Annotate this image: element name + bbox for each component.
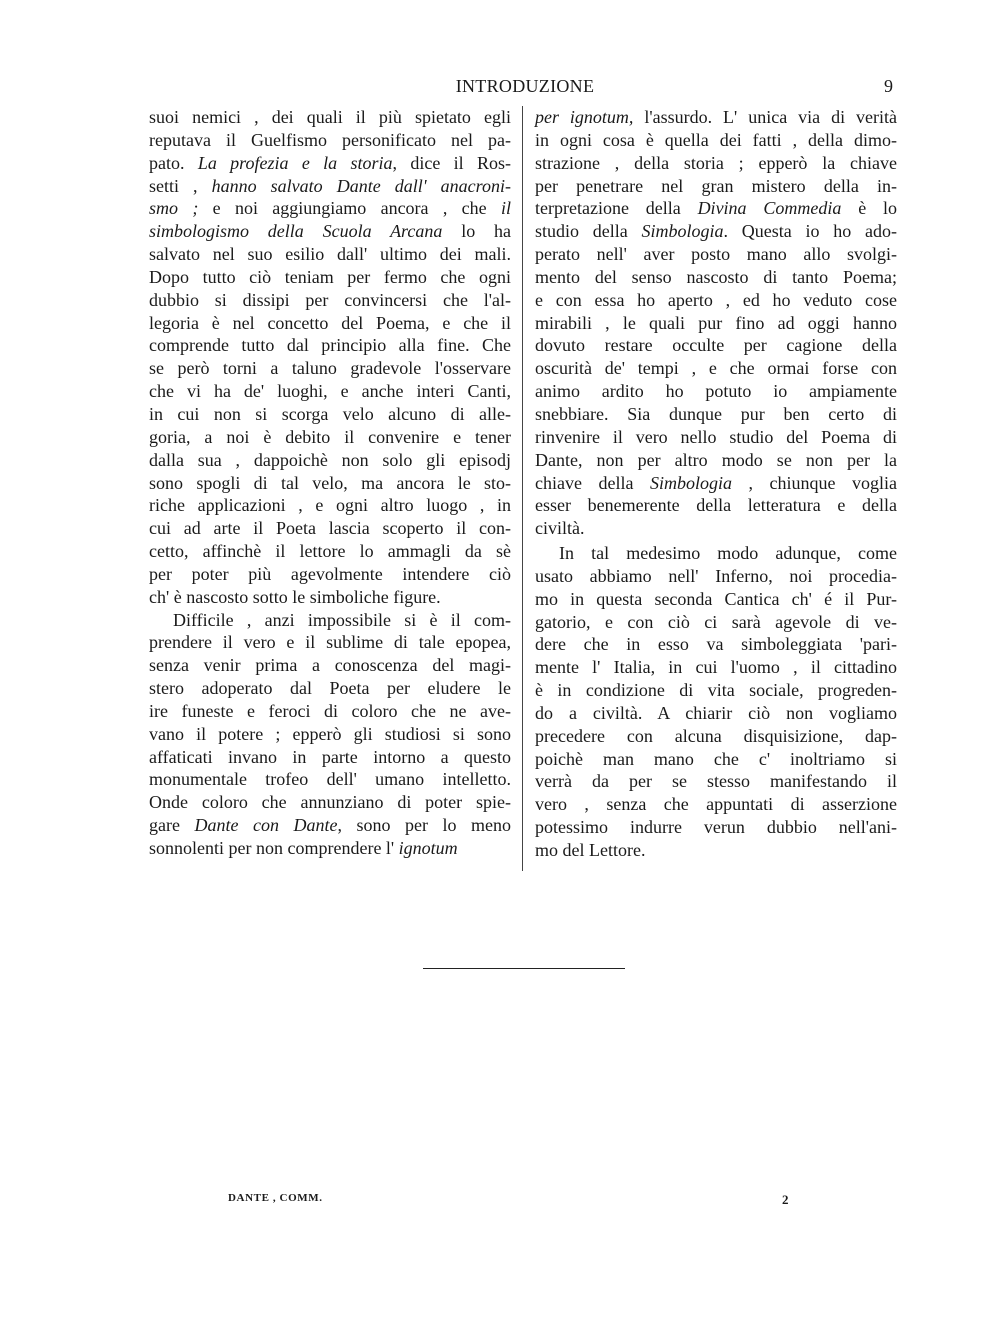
text-segment: , chiunque voglia	[731, 472, 897, 493]
text-segment: prendere il vero e il sublime di tale epopea,	[149, 632, 511, 653]
text-segment: è lo	[841, 198, 898, 219]
text-segment: lo ha	[442, 221, 511, 242]
text-segment: vano il potere ; epperò gli studiosi si sono	[149, 723, 511, 744]
text-segment: precedere con alcuna disquisizione, dap-	[535, 725, 897, 746]
text-line	[535, 289, 897, 312]
text-segment: dovuto restare occulte per cagione della	[535, 335, 897, 356]
text-line	[149, 609, 511, 632]
text-line	[535, 702, 897, 725]
text-segment: comprende tutto dal principio alla fine. Che	[149, 335, 511, 356]
text-segment: chiave della	[535, 472, 650, 493]
text-line	[149, 814, 511, 837]
text-segment: animo ardito ho potuto io ampiamente	[535, 381, 897, 402]
text-line	[149, 494, 511, 517]
text-segment: mente l' Italia, in cui l'uomo , il cittadino	[535, 657, 897, 678]
text-line	[149, 723, 511, 746]
text-segment: Dante, non per altro modo se non per la	[535, 449, 897, 470]
text-segment: dalla sua , dappoichè non solo gli episodj	[149, 449, 511, 470]
text-line	[149, 791, 511, 814]
text-line	[149, 129, 511, 152]
text-segment: , sono per lo meno	[337, 815, 511, 836]
text-segment: legoria è nel concetto del Poema, e che il	[149, 312, 511, 333]
text-segment: salvato nel suo esilio dall' ultimo dei mali.	[149, 244, 511, 265]
text-segment: terpretazione della	[535, 198, 698, 219]
text-segment: ire funeste e feroci di coloro che ne ave-	[149, 700, 511, 721]
text-segment: monumentale trofeo dell' umano intelletto.	[149, 769, 511, 790]
text-segment: cui ad arte il Poeta lascia scoperto il con-	[149, 518, 511, 539]
text-segment: snebbiare. Sia dunque pur ben certo di	[535, 403, 897, 424]
text-segment: civiltà.	[535, 518, 585, 539]
text-line	[149, 768, 511, 791]
italic-text: Dante con Dante	[194, 815, 338, 836]
text-segment: senza venir prima a conoscenza del magi-	[149, 655, 511, 676]
running-head: INTRODUZIONE	[455, 76, 595, 96]
italic-text: il	[500, 198, 511, 219]
text-segment: setti ,	[149, 175, 212, 196]
text-line	[535, 748, 897, 771]
text-line	[149, 106, 511, 129]
text-segment: poichè man mano che c' inoltriamo si	[535, 748, 897, 769]
text-segment: mo in questa seconda Cantica ch' é il Pur-	[535, 588, 897, 609]
text-line	[535, 403, 897, 426]
text-line	[149, 563, 511, 586]
text-line	[149, 837, 511, 860]
italic-text: La profezia e la storia	[197, 152, 393, 173]
text-segment: l'assurdo. L' unica via di verità	[633, 107, 897, 127]
left-column	[149, 106, 511, 860]
text-line	[149, 517, 511, 540]
text-segment: . Questa io ho ado-	[723, 221, 897, 242]
text-segment: , dice il Ros-	[392, 152, 511, 173]
text-segment: che vi ha de' luoghi, e anche interi Canti,	[149, 381, 511, 402]
text-segment: sonnolenti per non comprendere l'	[149, 838, 399, 858]
text-line	[149, 677, 511, 700]
text-segment: se però torni a taluno gradevole l'osservare	[149, 358, 511, 379]
text-line	[149, 289, 511, 312]
text-line	[535, 152, 897, 175]
text-line	[535, 426, 897, 449]
text-line	[149, 380, 511, 403]
text-line	[535, 380, 897, 403]
text-segment: strazione , della storia ; epperò la chiave	[535, 152, 897, 173]
text-line	[535, 494, 897, 517]
text-line	[535, 770, 897, 793]
text-line	[149, 403, 511, 426]
text-line	[149, 746, 511, 769]
text-line	[149, 700, 511, 723]
text-line	[149, 540, 511, 563]
text-line	[535, 197, 897, 220]
text-segment: verrà da per se stesso manifestando il	[535, 771, 897, 792]
italic-text: Simbologia	[649, 472, 732, 493]
text-segment: gatorio, e con ciò ci sarà agevole di ve-	[535, 611, 897, 632]
text-line	[149, 312, 511, 335]
text-line	[535, 793, 897, 816]
italic-text: hanno salvato Dante dall' anacroni-	[211, 175, 511, 196]
text-line	[535, 334, 897, 357]
text-segment: mo del Lettore.	[535, 840, 646, 860]
text-segment: è in condizione di vita sociale, progreden-	[535, 680, 897, 701]
text-segment: in ogni cosa è quella dei fatti , della dimo-	[535, 129, 897, 150]
text-line	[149, 449, 511, 472]
text-line	[535, 679, 897, 702]
text-segment: e con essa ho aperto , ed ho veduto cose	[535, 289, 897, 310]
text-line	[149, 175, 511, 198]
text-segment: studio della	[535, 221, 642, 242]
text-segment: Dopo tutto ciò teniam per fermo che ogni	[149, 266, 511, 287]
text-line	[149, 654, 511, 677]
text-segment: cetto, affinchè il lettore lo ammagli da sè	[149, 541, 511, 562]
text-segment: esser benemerente della letteratura e della	[535, 495, 897, 516]
text-segment: in cui non si scorga velo alcuno di alle-	[149, 403, 511, 424]
text-segment: Onde coloro che annunziano di poter spie-	[149, 792, 511, 813]
text-line	[149, 243, 511, 266]
text-line	[535, 839, 897, 862]
text-line	[149, 631, 511, 654]
text-segment: Difficile , anzi impossibile si è il com-	[173, 609, 511, 630]
text-line	[535, 129, 897, 152]
text-segment: dere che in esso va simboleggiata 'pari-	[535, 634, 897, 655]
text-segment: sono spogli di tal velo, ma ancora le sto-	[149, 472, 511, 493]
text-segment: pato.	[149, 152, 198, 173]
italic-text: smo ;	[149, 198, 199, 219]
text-line	[535, 449, 897, 472]
text-segment: dubbio si dissipi per convincersi che l'al-	[149, 289, 511, 310]
text-line	[535, 472, 897, 495]
text-segment: per poter più agevolmente intendere ciò	[149, 563, 511, 584]
text-segment: suoi nemici , dei quali il più spietato egli	[149, 107, 511, 127]
text-segment: In tal medesimo modo adunque, come	[559, 543, 897, 564]
right-column	[535, 106, 897, 862]
text-line	[149, 426, 511, 449]
text-line	[535, 542, 897, 565]
text-segment: ch' è nascosto sotto le simboliche figure.	[149, 586, 441, 607]
text-segment: e noi aggiungiamo ancora , che	[198, 198, 501, 219]
text-segment: potessimo indurre verun dubbio nell'ani-	[535, 817, 897, 838]
text-line	[535, 656, 897, 679]
text-segment: riche applicazioni , e ogni altro luogo , in	[149, 495, 511, 516]
column-divider	[522, 106, 523, 871]
italic-text: ignotum	[398, 838, 458, 858]
text-line	[149, 357, 511, 380]
text-line	[149, 334, 511, 357]
footer-sheet-number: 2	[782, 1192, 790, 1207]
text-segment: per penetrare nel gran mistero della in-	[535, 175, 897, 196]
text-line	[535, 565, 897, 588]
text-line	[535, 633, 897, 656]
text-segment: usato abbiamo nell' Inferno, noi procedia-	[535, 565, 897, 586]
text-segment: oscurità de' tempi , e che ormai forse con	[535, 358, 897, 379]
text-line	[149, 266, 511, 289]
page-number: 9	[884, 76, 894, 96]
italic-text: per ignotum,	[535, 107, 634, 127]
text-segment: mento del senso nascosto di tanto Poema;	[535, 266, 897, 287]
text-line	[535, 357, 897, 380]
text-line	[535, 816, 897, 839]
text-line	[149, 152, 511, 175]
text-line	[535, 588, 897, 611]
text-segment: goria, a noi è debito il convenire e tener	[149, 426, 511, 447]
text-line	[535, 725, 897, 748]
text-segment: rinvenire il vero nello studio del Poema di	[535, 426, 897, 447]
section-end-rule	[423, 968, 625, 969]
text-segment: affaticati invano in parte intorno a questo	[149, 746, 511, 767]
text-line	[149, 586, 511, 609]
text-segment: vero , senza che appuntati di asserzione	[535, 794, 897, 815]
text-line	[535, 243, 897, 266]
italic-text: simbologismo della Scuola Arcana	[149, 221, 443, 242]
text-line	[149, 472, 511, 495]
text-segment: gare	[149, 815, 195, 836]
text-line	[535, 517, 897, 540]
text-line	[149, 197, 511, 220]
text-line	[149, 220, 511, 243]
text-segment: do a civiltà. A chiarir ciò non vogliamo	[535, 702, 897, 723]
text-segment: reputava il Guelfismo personificato nel pa-	[149, 129, 511, 150]
text-segment: perato nell' aver posto mano allo svolgi-	[535, 244, 897, 265]
italic-text: Divina Commedia	[697, 198, 842, 219]
text-line	[535, 611, 897, 634]
text-line	[535, 106, 897, 129]
text-line	[535, 312, 897, 335]
footer-signature: DANTE , COMM.	[228, 1192, 323, 1204]
text-line	[535, 266, 897, 289]
text-segment: mirabili , le quali pur fino ad oggi hanno	[535, 312, 897, 333]
text-line	[535, 220, 897, 243]
text-segment: stero adoperato dal Poeta per eludere le	[149, 678, 511, 699]
italic-text: Simbologia	[641, 221, 724, 242]
text-line	[535, 175, 897, 198]
